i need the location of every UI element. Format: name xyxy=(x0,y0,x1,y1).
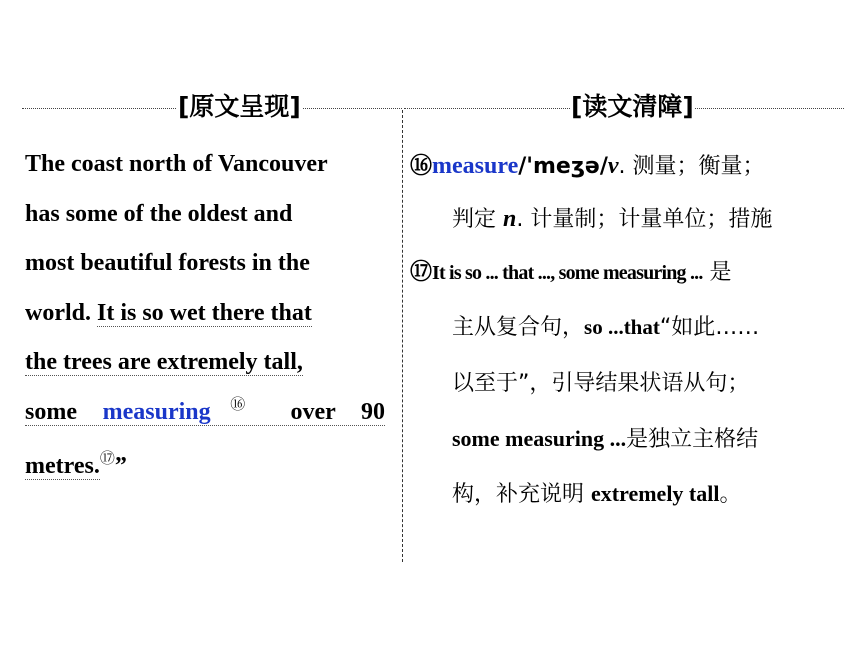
passage-line: metres.⑰” xyxy=(25,451,127,479)
left-header-row xyxy=(22,90,402,126)
notes-panel xyxy=(410,140,845,521)
note-17-line2: 主从复合句，so ...that“如此…… xyxy=(452,315,760,340)
right-header-row xyxy=(404,90,844,126)
note-16-line1: ⑯measure/'meʒə/v. 测量；衡量； xyxy=(410,153,765,179)
passage-line: has some of the oldest and xyxy=(25,200,293,227)
underlined-text: It is so wet there that xyxy=(97,299,312,326)
right-header-label: [读文清障] xyxy=(570,90,695,124)
column-divider xyxy=(402,110,403,562)
phonetic: /'meʒə/ xyxy=(518,154,608,179)
highlighted-word: measuring xyxy=(102,398,211,425)
note-17-line1: ⑰It is so ... that ..., some measuring ... 是 xyxy=(410,260,732,285)
passage-line: world. It is so wet there that xyxy=(25,299,312,326)
passage-line: The coast north of Vancouver xyxy=(25,151,328,177)
original-passage xyxy=(25,140,385,495)
note-marker: ⑯ xyxy=(410,154,433,179)
note-marker: ⑰ xyxy=(410,260,433,285)
note-16-line2: 判定 n. 计量制；计量单位；措施 xyxy=(452,206,773,232)
note-headword: measure xyxy=(432,153,519,179)
note-marker: ⑰ xyxy=(99,451,115,467)
note-17-line5: 构，补充说明 extremely tall。 xyxy=(452,481,742,507)
note-pattern: It is so ... that ..., some measuring ... xyxy=(432,262,703,284)
passage-line xyxy=(25,338,385,388)
underlined-text: the trees are extremely tall, xyxy=(25,349,303,375)
left-header-label: [原文呈现] xyxy=(177,90,302,124)
note-17-line4: some measuring ...是独立主格结 xyxy=(452,426,759,452)
passage-line: some measuring⑯ over 90 xyxy=(25,396,385,425)
note-17-line3: 以至于”，引导结果状语从句； xyxy=(452,371,750,396)
passage-line: most beautiful forests in the xyxy=(25,250,310,276)
note-marker: ⑯ xyxy=(210,396,265,413)
